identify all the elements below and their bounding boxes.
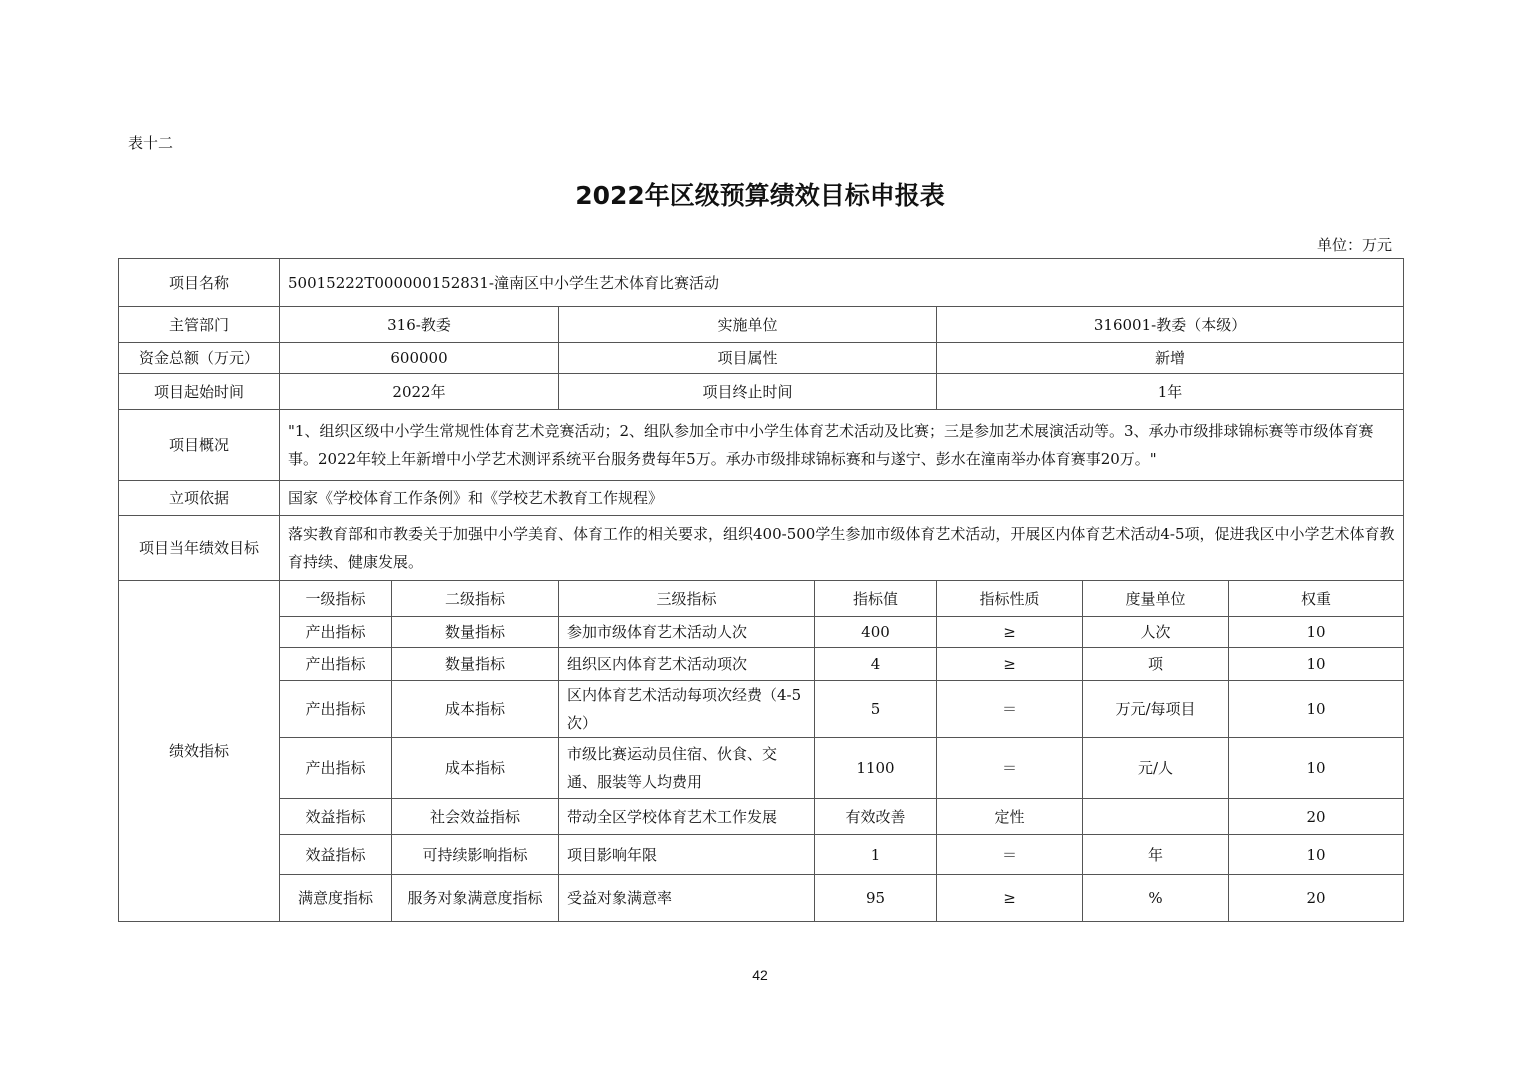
goal-label: 项目当年绩效目标 [119,516,280,581]
cell-level3: 组织区内体育艺术活动项次 [559,648,815,681]
cell-level1: 满意度指标 [280,875,392,922]
cell-value: 95 [815,875,937,922]
header-level1: 一级指标 [280,581,392,617]
overview-row [119,410,1404,481]
table-row [119,799,1404,835]
overview-value: "1、组织区级中小学生常规性体育艺术竞赛活动；2、组队参加全市中小学生体育艺术活动及比赛；三是参加艺术展演活动等。3、承办市级排球锦标赛等市级体育赛事。2022年较上年新增中小学艺术测评系统平台服务费每年5万。承办市级排球锦标赛和与遂宁、彭水在潼南举办体育赛事20万。" [280,410,1404,481]
page-number: 42 [752,967,768,983]
funds-row [119,343,1404,374]
page-title: 2022年区级预算绩效目标申报表 [575,181,945,210]
cell-level3: 受益对象满意率 [559,875,815,922]
cell-weight: 10 [1229,617,1404,648]
cell-level2: 可持续影响指标 [392,835,559,875]
cell-weight: 20 [1229,799,1404,835]
table-row [119,738,1404,799]
cell-level2: 数量指标 [392,648,559,681]
cell-level2: 成本指标 [392,681,559,738]
cell-nature: ＝ [937,681,1083,738]
table-row [119,835,1404,875]
cell-level2: 服务对象满意度指标 [392,875,559,922]
table-row [119,681,1404,738]
table-row [119,617,1404,648]
indicators-label: 绩效指标 [119,581,280,922]
header-nature: 指标性质 [937,581,1083,617]
cell-level1: 产出指标 [280,681,392,738]
basis-value: 国家《学校体育工作条例》和《学校艺术教育工作规程》 [280,481,1404,516]
dept-value: 316-教委 [280,307,559,343]
cell-value: 1100 [815,738,937,799]
cell-unit: % [1083,875,1229,922]
indicator-header-row [119,581,1404,617]
cell-unit: 年 [1083,835,1229,875]
cell-unit: 人次 [1083,617,1229,648]
cell-level1: 效益指标 [280,835,392,875]
basis-label: 立项依据 [119,481,280,516]
end-label: 项目终止时间 [559,374,937,410]
attr-value: 新增 [937,343,1404,374]
cell-unit: 项 [1083,648,1229,681]
cell-weight: 10 [1229,648,1404,681]
funds-label: 资金总额（万元） [119,343,280,374]
cell-level1: 产出指标 [280,617,392,648]
header-unit: 度量单位 [1083,581,1229,617]
impl-unit-label: 实施单位 [559,307,937,343]
impl-unit-value: 316001-教委（本级） [937,307,1404,343]
cell-level3: 参加市级体育艺术活动人次 [559,617,815,648]
cell-level3: 市级比赛运动员住宿、伙食、交通、服装等人均费用 [559,738,815,799]
cell-nature: ≥ [937,617,1083,648]
end-value: 1年 [937,374,1404,410]
cell-level2: 社会效益指标 [392,799,559,835]
cell-value: 1 [815,835,937,875]
cell-nature: ＝ [937,835,1083,875]
cell-value: 4 [815,648,937,681]
cell-level3: 区内体育艺术活动每项次经费（4-5次） [559,681,815,738]
table-row [119,875,1404,922]
dept-label: 主管部门 [119,307,280,343]
time-row [119,374,1404,410]
cell-weight: 20 [1229,875,1404,922]
cell-unit: 万元/每项目 [1083,681,1229,738]
cell-level2: 成本指标 [392,738,559,799]
basis-row [119,481,1404,516]
header-level2: 二级指标 [392,581,559,617]
cell-unit: 元/人 [1083,738,1229,799]
goal-value: 落实教育部和市教委关于加强中小学美育、体育工作的相关要求，组织400-500学生参加市级体育艺术活动，开展区内体育艺术活动4-5项，促进我区中小学艺术体育教育持续、健康发展。 [280,516,1404,581]
table-number-label: 表十二 [128,134,174,152]
budget-performance-table [118,258,1404,922]
cell-unit [1083,799,1229,835]
start-label: 项目起始时间 [119,374,280,410]
cell-level1: 效益指标 [280,799,392,835]
header-weight: 权重 [1229,581,1404,617]
cell-value: 400 [815,617,937,648]
header-value: 指标值 [815,581,937,617]
cell-weight: 10 [1229,738,1404,799]
project-name-label: 项目名称 [119,259,280,307]
cell-value: 有效改善 [815,799,937,835]
cell-nature: ≥ [937,648,1083,681]
cell-nature: 定性 [937,799,1083,835]
cell-weight: 10 [1229,835,1404,875]
header-level3: 三级指标 [559,581,815,617]
goal-row [119,516,1404,581]
cell-nature: ≥ [937,875,1083,922]
dept-row [119,307,1404,343]
cell-level1: 产出指标 [280,648,392,681]
cell-level3: 项目影响年限 [559,835,815,875]
funds-value: 600000 [280,343,559,374]
start-value: 2022年 [280,374,559,410]
project-name-value: 50015222T000000152831-潼南区中小学生艺术体育比赛活动 [280,259,1404,307]
project-name-row [119,259,1404,307]
unit-label: 单位：万元 [1316,236,1392,254]
attr-label: 项目属性 [559,343,937,374]
overview-label: 项目概况 [119,410,280,481]
cell-level2: 数量指标 [392,617,559,648]
table-row [119,648,1404,681]
cell-weight: 10 [1229,681,1404,738]
cell-nature: ＝ [937,738,1083,799]
cell-value: 5 [815,681,937,738]
cell-level3: 带动全区学校体育艺术工作发展 [559,799,815,835]
cell-level1: 产出指标 [280,738,392,799]
